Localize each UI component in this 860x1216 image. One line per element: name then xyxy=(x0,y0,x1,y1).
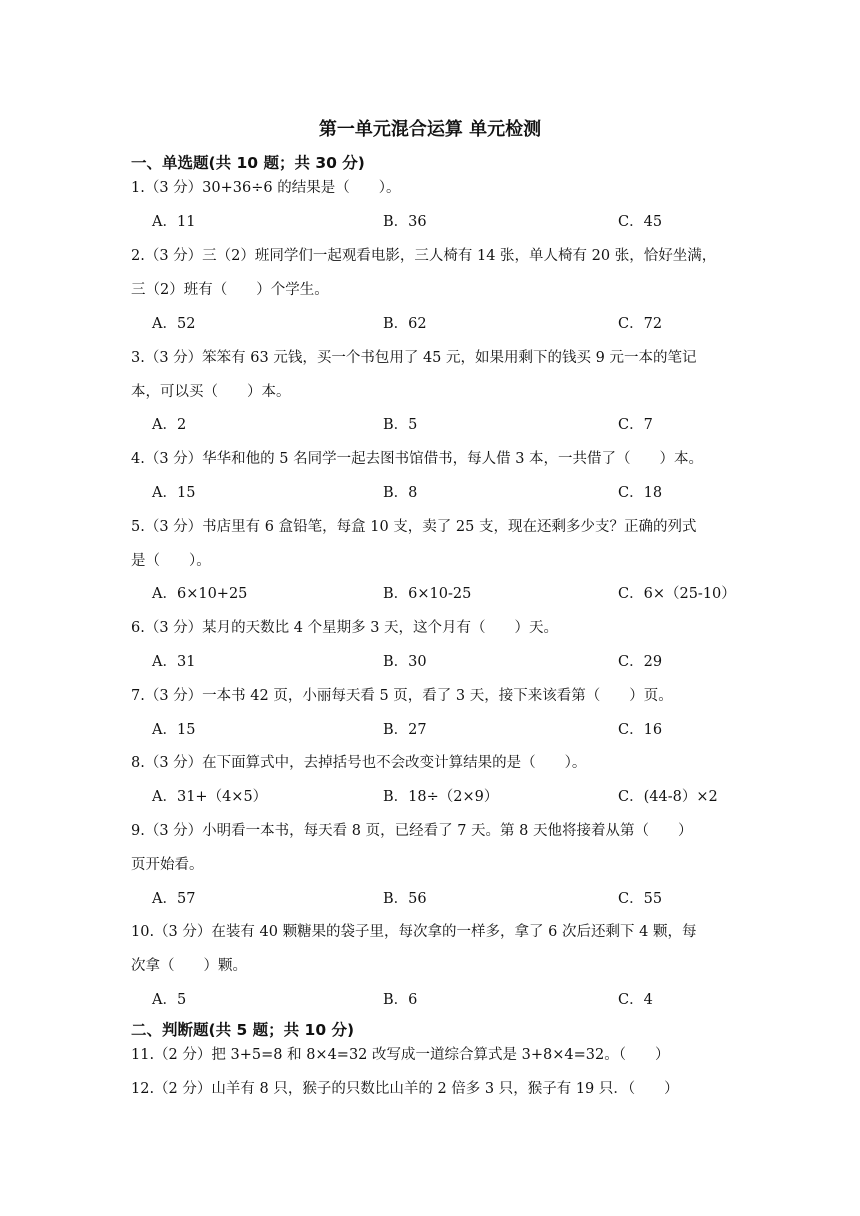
question-2-options xyxy=(152,314,742,334)
question-12-text: 12.（2 分）山羊有 8 只，猴子的只数比山羊的 2 倍多 3 只，猴子有 19 只．（ ） xyxy=(131,1081,679,1097)
option-c: C．6×（25-10） xyxy=(618,586,736,602)
question-7-text: 7.（3 分）一本书 42 页，小丽每天看 5 页，看了 3 天，接下来该看第（ ）页。 xyxy=(131,688,673,704)
question-4-options xyxy=(152,483,742,503)
question-4-text: 4.（3 分）华华和他的 5 名同学一起去图书馆借书，每人借 3 本，一共借了（ ）本。 xyxy=(131,451,704,467)
option-b: B．6×10-25 xyxy=(383,586,472,602)
option-b: B．56 xyxy=(383,891,427,907)
question-8-text: 8.（3 分）在下面算式中，去掉括号也不会改变计算结果的是（ ）。 xyxy=(131,755,587,771)
question-3-text: 3.（3 分）笨笨有 63 元钱，买一个书包用了 45 元，如果用剩下的钱买 9 元一本的笔记 xyxy=(131,350,697,366)
option-c: C．55 xyxy=(618,891,663,907)
page-title: 第一单元混合运算 单元检测 xyxy=(318,119,542,140)
option-b: B．8 xyxy=(383,485,418,501)
option-b: B．6 xyxy=(383,992,418,1008)
option-a: A．15 xyxy=(152,485,196,501)
question-5-text-cont: 是（ ）。 xyxy=(131,553,211,569)
option-a: A．6×10+25 xyxy=(152,586,248,602)
option-b: B．30 xyxy=(383,654,427,670)
question-6-options xyxy=(152,652,742,672)
option-a: A．2 xyxy=(152,417,187,433)
question-10-text-cont: 次拿（ ）颗。 xyxy=(131,958,247,974)
question-3-text-cont: 本，可以买（ ）本。 xyxy=(131,384,291,400)
question-3-options xyxy=(152,415,742,435)
option-b: B．27 xyxy=(383,722,427,738)
option-c: C．45 xyxy=(618,214,663,230)
section-heading-single-choice: 一、单选题(共 10 题；共 30 分) xyxy=(131,154,365,172)
option-a: A．31+（4×5） xyxy=(152,789,268,805)
question-9-options xyxy=(152,889,742,909)
option-b: B．62 xyxy=(383,316,427,332)
option-b: B．18÷（2×9） xyxy=(383,789,499,805)
option-a: A．15 xyxy=(152,722,196,738)
question-11-text: 11.（2 分）把 3+5=8 和 8×4=32 改写成一道综合算式是 3+8×4=32。（ ） xyxy=(131,1047,670,1063)
question-10-options xyxy=(152,990,742,1010)
question-8-options xyxy=(152,787,742,807)
option-c: C．7 xyxy=(618,417,653,433)
option-a: A．52 xyxy=(152,316,196,332)
option-c: C．16 xyxy=(618,722,663,738)
question-7-options xyxy=(152,720,742,740)
question-10-text: 10.（3 分）在装有 40 颗糖果的袋子里，每次拿的一样多，拿了 6 次后还剩下 4 颗，每 xyxy=(131,924,697,940)
option-c: C．18 xyxy=(618,485,663,501)
option-a: A．5 xyxy=(152,992,187,1008)
option-b: B．36 xyxy=(383,214,427,230)
question-6-text: 6.（3 分）某月的天数比 4 个星期多 3 天，这个月有（ ）天。 xyxy=(131,620,559,636)
question-2-text: 2.（3 分）三（2）班同学们一起观看电影，三人椅有 14 张，单人椅有 20 张，恰好坐满， xyxy=(131,248,717,264)
option-a: A．11 xyxy=(152,214,196,230)
question-5-text: 5.（3 分）书店里有 6 盒铅笔，每盒 10 支，卖了 25 支，现在还剩多少支？正确的列式 xyxy=(131,519,697,535)
option-b: B．5 xyxy=(383,417,418,433)
question-5-options xyxy=(152,584,742,604)
option-c: C．(44-8）×2 xyxy=(618,789,718,805)
question-1-options xyxy=(152,212,742,232)
question-1-text: 1.（3 分）30+36÷6 的结果是（ ）。 xyxy=(131,180,401,196)
option-c: C．4 xyxy=(618,992,653,1008)
question-9-text: 9.（3 分）小明看一本书，每天看 8 页，已经看了 7 天。第 8 天他将接着从第（ ） xyxy=(131,823,693,839)
section-heading-true-false: 二、判断题(共 5 题；共 10 分) xyxy=(131,1021,355,1039)
option-c: C．29 xyxy=(618,654,663,670)
question-9-text-cont: 页开始看。 xyxy=(131,857,204,873)
option-a: A．57 xyxy=(152,891,196,907)
option-a: A．31 xyxy=(152,654,196,670)
option-c: C．72 xyxy=(618,316,663,332)
question-2-text-cont: 三（2）班有（ ）个学生。 xyxy=(131,282,329,298)
